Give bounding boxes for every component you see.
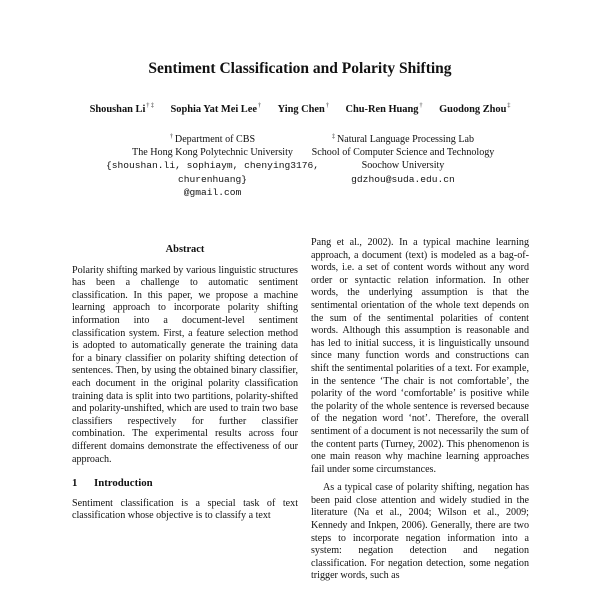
body-paragraph-2: As a typical case of polarity shifting, negation has been paid close attention and widely studied in the literature (Na et al., 2004; Wilson et al., 2009; Kennedy and Inkpen, 2006). Generally, there are two steps to incorporate negation information into a system: negation detection and negation classification. For negation detection, some negation trigger words, such as xyxy=(311,482,529,582)
body-paragraph-1: Pang et al., 2002). In a typical machine learning approach, a document (text) is modeled as a bag-of-words, i.e. a set of content words without any word order or syntactic relation information. In other words, the underlying assumption is that the sentimental orientation of the whole text depends on the sum of the sentimental polarities of content words. Although this assumption is reasonable and has led to initial success, it is linguistically unsound since many function words and constructions can shift the sentimental polarities of a text. For example, in the sentence ‘The chair is not comfortable’, the polarity of the word ‘comfortable’ is positive while the polarity of the whole sentence is reversed because of the negation word ‘not’. Therefore, the overall sentiment of a document is not necessarily the sum of the content parts (Turney, 2002). This phenomenon is one main reason why machine learning approaches fail under some circumstances. xyxy=(311,237,529,475)
affil-university: Soochow University xyxy=(361,160,445,172)
affil-lab: Natural Language Processing Lab xyxy=(336,134,475,145)
left-column xyxy=(72,244,298,523)
affil-email: gdzhou@suda.edu.cn xyxy=(351,173,455,185)
author-affil-mark: † xyxy=(419,103,423,109)
affil-school: School of Computer Science and Technology xyxy=(311,147,495,159)
author xyxy=(90,103,154,115)
author-name: Chu-Ren Huang xyxy=(345,104,419,115)
author-affil-mark: † xyxy=(325,103,329,109)
section-number: 1 xyxy=(72,477,78,490)
author xyxy=(345,103,422,115)
author xyxy=(439,103,510,115)
affil-dept: Department of CBS xyxy=(174,134,256,145)
author-list xyxy=(0,103,600,115)
author xyxy=(170,103,261,115)
author-affil-mark: † xyxy=(257,103,261,109)
author-name: Shoushan Li xyxy=(89,104,146,115)
author-affil-mark: ‡ xyxy=(507,103,511,109)
affil-mark: ‡ xyxy=(331,134,335,140)
author-name: Ying Chen xyxy=(277,104,325,115)
right-column xyxy=(311,237,529,583)
author xyxy=(278,103,329,115)
paper-title: Sentiment Classification and Polarity Shifting xyxy=(148,60,452,77)
affil-emails: {shoushan.li, sophiaym, chenying3176, churenhuang} xyxy=(105,160,320,185)
affiliation-right xyxy=(298,131,508,186)
author-name: Guodong Zhou xyxy=(439,104,507,115)
affiliation-left xyxy=(100,131,325,199)
section-heading xyxy=(72,477,298,490)
author-affil-mark: † ‡ xyxy=(146,103,154,109)
abstract-text: Polarity shifting marked by various linguistic structures has been a challenge to automatic sentiment classification. In this paper, we propose a machine learning approach to incorporate polarity shifting information into a document-level sentiment classification system. First, a feature selection method is adopted to automatically generate the training data for a binary classifier on polarity shifting detection of sentences. Then, by using the obtained binary classifier, each document in the original polarity classification training data is split into two partitions, polarity-shifted and polarity-unshifted, which are used to train two base classifiers respectively for further classifier combination. The experimental results across four different domains demonstrate the effectiveness of our approach. xyxy=(72,264,298,465)
section-title: Introduction xyxy=(94,477,153,490)
author-name: Sophia Yat Mei Lee xyxy=(170,104,257,115)
affil-mark: † xyxy=(169,134,173,140)
affil-university: The Hong Kong Polytechnic University xyxy=(132,147,293,159)
affil-email-domain: @gmail.com xyxy=(183,186,242,198)
abstract-heading: Abstract xyxy=(165,244,205,255)
intro-paragraph: Sentiment classification is a special task of text classification whose objective is to classify a text xyxy=(72,497,298,522)
